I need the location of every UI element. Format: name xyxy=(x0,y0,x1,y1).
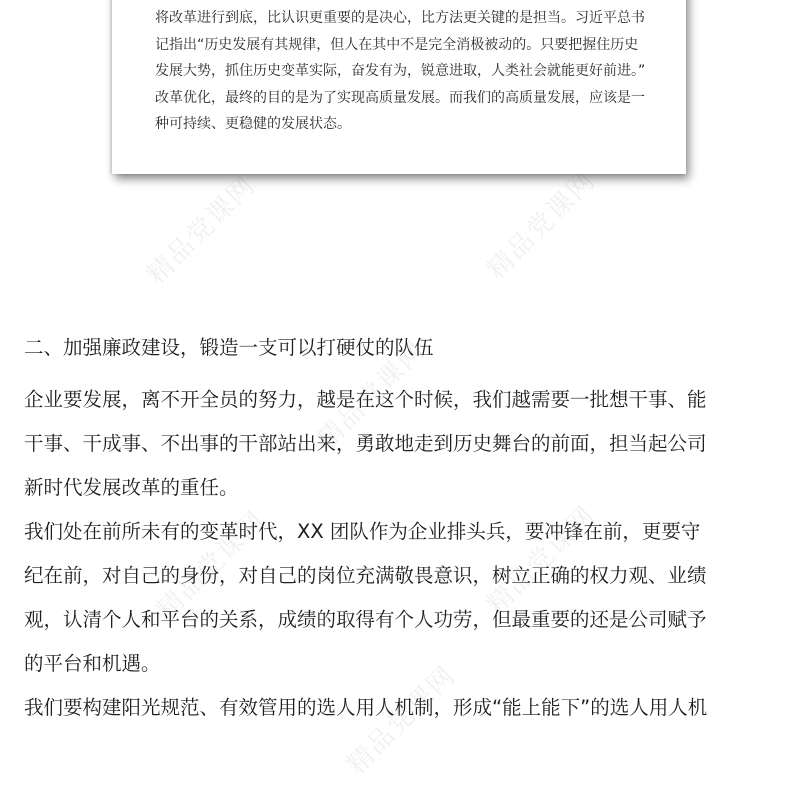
paragraph-line: 新时代发展改革的重任。 xyxy=(24,476,239,499)
paragraph-line: 我们处在前所未有的变革时代，XX 团队作为企业排头兵，要冲锋在前，更要守 xyxy=(24,520,701,543)
paragraph-line: 我们要构建阳光规范、有效管用的选人用人机制，形成“能上能下”的选人用人机 xyxy=(24,696,708,719)
quote-card xyxy=(112,0,686,174)
watermark: 精品党课网 xyxy=(151,505,272,626)
paragraph-2 xyxy=(24,510,784,686)
paragraph-line: 干事、干成事、不出事的干部站出来，勇敢地走到历史舞台的前面，担当起公司 xyxy=(24,432,707,455)
watermark: 精品党课网 xyxy=(481,500,602,621)
paragraph-3 xyxy=(24,686,784,730)
paragraph-line: 企业要发展，离不开全员的努力，越是在这个时候，我们越需要一批想干事、能 xyxy=(24,388,707,411)
paragraph-line: 纪在前，对自己的身份，对自己的岗位充满敬畏意识，树立正确的权力观、业绩 xyxy=(24,564,707,587)
watermark: 精品党课网 xyxy=(341,660,462,781)
quote-line: 发展大势，抓住历史变革实际，奋发有为，锐意进取，人类社会就能更好前进。” xyxy=(155,63,646,79)
quote-line: 记指出“历史发展有其规律，但人在其中不是完全消极被动的。只要把握住历史 xyxy=(155,36,639,53)
watermark: 精品党课网 xyxy=(311,335,432,456)
paragraph-line: 的平台和机遇。 xyxy=(24,652,161,675)
quote-line: 改革优化，最终的目的是为了实现高质量发展。而我们的高质量发展，应该是一 xyxy=(155,89,645,106)
watermark: 精品党课网 xyxy=(481,165,602,286)
document-body xyxy=(24,326,784,730)
quote-line: 种可持续、更稳健的发展状态。 xyxy=(155,116,351,132)
section-heading: 二、加强廉政建设，锻造一支可以打硬仗的队伍 xyxy=(24,336,434,359)
quote-line: 将改革进行到底，比认识更重要的是决心，比方法更关键的是担当。习近平总书 xyxy=(155,10,645,26)
paragraph-1 xyxy=(24,378,784,510)
paragraph-line: 观，认清个人和平台的关系，成绩的取得有个人功劳，但最重要的还是公司赋予 xyxy=(24,608,707,631)
watermark: 精品党课网 xyxy=(141,170,262,291)
